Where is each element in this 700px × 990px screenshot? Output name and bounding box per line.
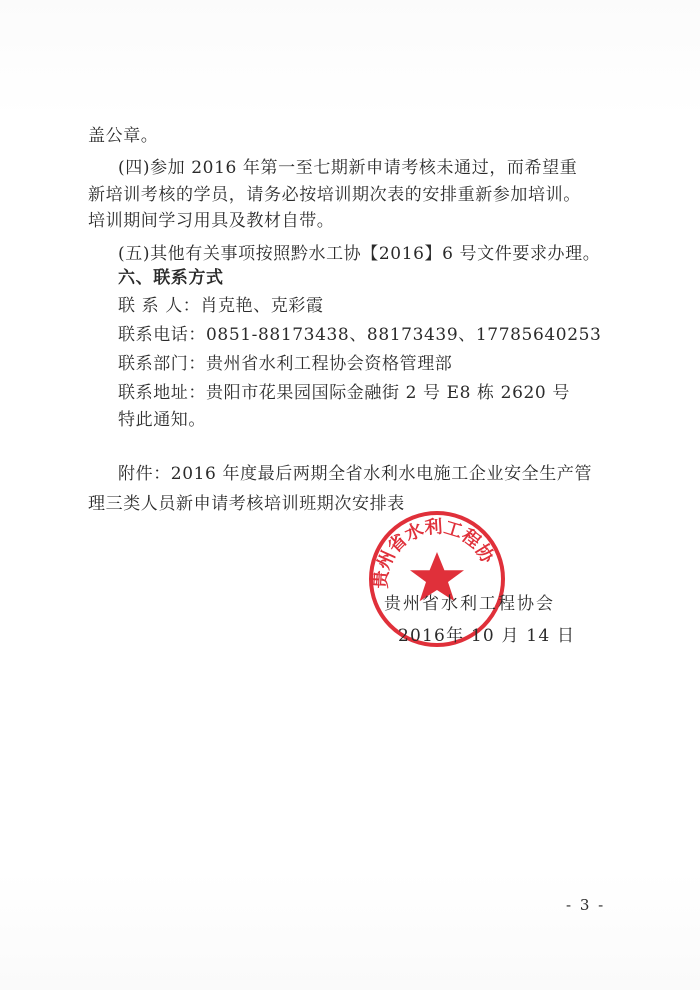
contact-person: 联 系 人：肖克艳、克彩霞 [118,296,324,316]
text-line-1: 盖公章。 [88,126,159,146]
signature-organization: 贵州省水利工程协会 [384,594,555,614]
section-heading-contact: 六、联系方式 [118,268,224,288]
contact-department: 联系部门：贵州省水利工程协会资格管理部 [118,354,453,374]
attachment-line-2: 理三类人员新申请考核培训班期次安排表 [88,494,405,514]
text-line-2: (四)参加 2016 年第一至七期新申请考核未通过，而希望重 [118,158,578,178]
text-line-3: 新培训考核的学员，请务必按培训期次表的安排重新参加培训。 [88,185,581,205]
attachment-line-1: 附件：2016 年度最后两期全省水利水电施工企业安全生产管 [118,464,593,484]
closing-note: 特此通知。 [118,410,206,430]
page-number: - 3 - [566,896,606,914]
contact-phone: 联系电话：0851-88173438、88173439、17785640253 [118,325,602,345]
seal-text: 贵州省水利工程协 [370,516,498,590]
text-line-4: 培训期间学习用具及教材自带。 [88,211,335,231]
signature-date: 2016年 10 月 14 日 [398,626,576,646]
contact-address: 联系地址：贵阳市花果园国际金融街 2 号 E8 栋 2620 号 [118,383,570,403]
text-line-5: (五)其他有关事项按照黔水工协【2016】6 号文件要求办理。 [118,244,601,264]
